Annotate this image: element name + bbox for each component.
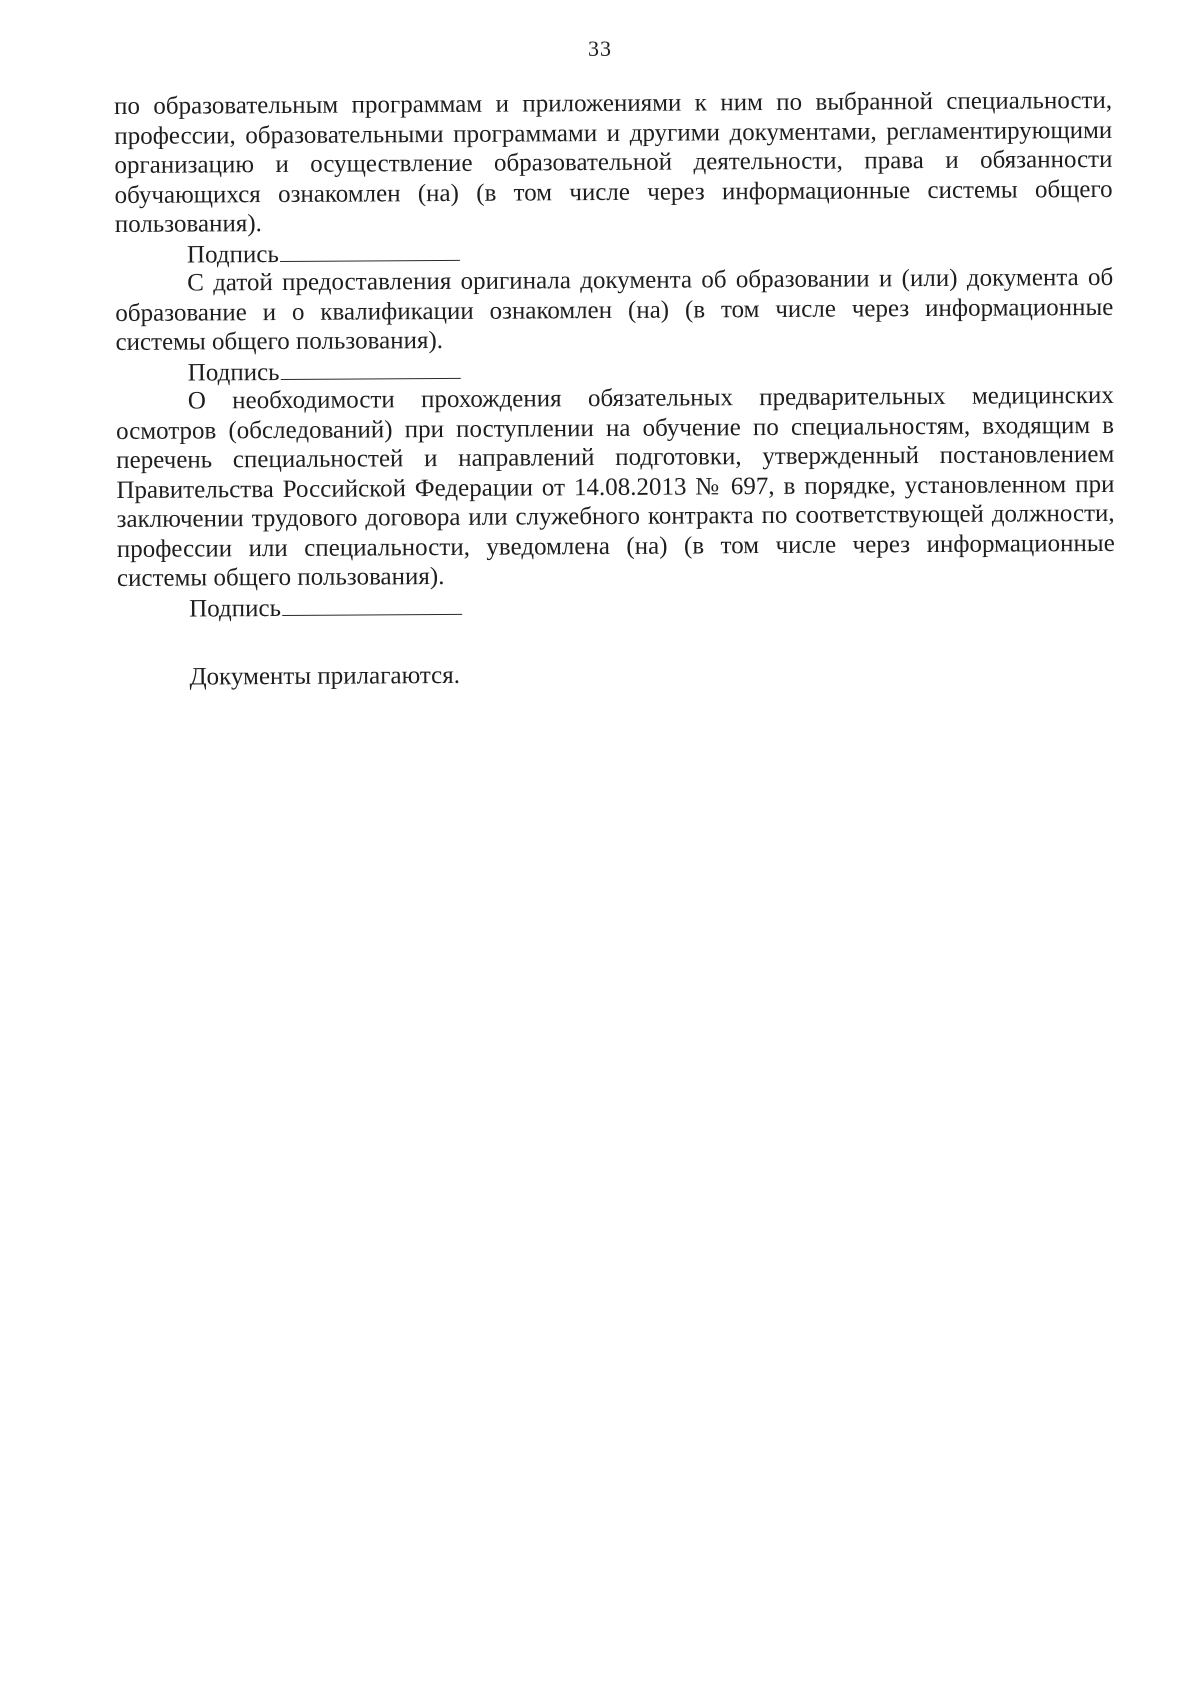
signature-label: Подпись: [186, 240, 279, 269]
document-body: [114, 86, 1116, 693]
signature-label: Подпись: [187, 358, 280, 387]
paragraph-medical-examination: О необходимости прохождения обязательных предварительных медицинских осмотров (обследований) при поступлении на обучение по специальностям, входящим в перечень специальностей и направлений подготовки, утвержденный постановлением Правительства Российской Федерации от 14.08.2013 № 697, в порядке, установленном при заключении трудового договора или служебного контракта по соответствующей должности, профессии или специальности, уведомлена (на) (в том числе через информационные системы общего пользования).: [115, 381, 1115, 592]
documents-attached-note: Документы прилагаются.: [189, 661, 461, 691]
signature-blank: [280, 237, 460, 261]
paragraph-familiarization: по образовательным программам и приложениями к ним по выбранной специальности, профессии, образовательными программами и другими документами, регламентирующими организацию и осуществление образовательной деятельности, права и обязанности обучающихся ознакомлен (на) (в том числе через информационные системы общего пользования).: [114, 86, 1113, 238]
signature-blank: [282, 591, 462, 615]
page-number: 33: [588, 36, 612, 61]
signature-blank: [280, 355, 460, 379]
paragraph-original-document: С датой предоставления оригинала документа об образовании и (или) документа об образование и о квалификации ознакомлен (на) (в том числе через информационные системы общего пользования).: [115, 263, 1114, 356]
signature-label: Подпись: [189, 594, 282, 623]
spacer: [117, 617, 1115, 663]
